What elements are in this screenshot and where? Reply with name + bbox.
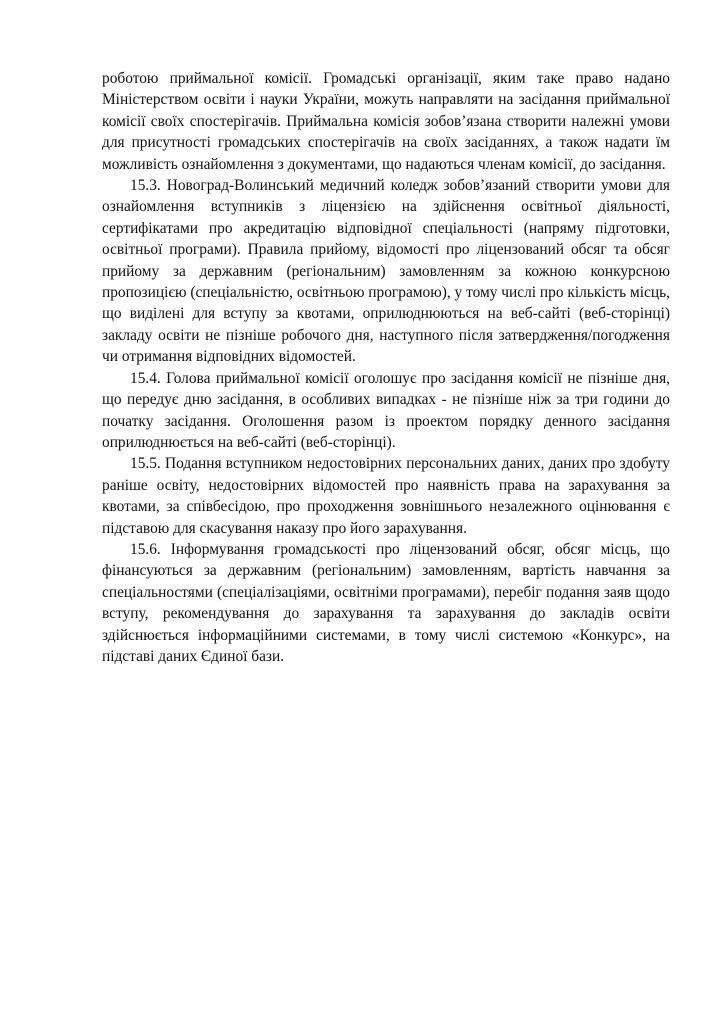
paragraph-15-3: 15.3. Новоград-Волинський медичний коледж зобов’язаний створити умови для ознайомлення вступників з ліцензією на здійснення освітньої діяльності, сертифікатами про акредитацію відповідної спеціальності (напряму підготовки, освітньої програми). Правила прийому, відомості про ліцензований обсяг та обсяг прийому за державним (регіональним) замовленням за кожною конкурсною пропозицією (спеціальністю, освітньою програмою), у тому числі про кількість місць, що виділені для вступу за квотами, оприлюднюються на веб-сайті (веб-сторінці) закладу освіти не пізніше робочого дня, наступного після затвердження/погодження чи отримання відповідних відомостей. <box>102 177 670 366</box>
document-page <box>102 68 670 667</box>
paragraph-15-6: 15.6. Інформування громадськості про ліцензований обсяг, обсяг місць, що фінансуються за державним (регіональним) замовленням, вартість навчання за спеціальностями (спеціалізаціями, освітніми програмами), перебіг подання заяв щодо вступу, рекомендування до зарахування та зарахування до закладів освіти здійснюється інформаційними системами, в тому числі системою «Конкурс», на підставі даних Єдиної бази. <box>102 540 670 665</box>
paragraph-continuation: роботою приймальної комісії. Громадські організації, яким таке право надано Міністерством освіти і науки України, можуть направляти на засідання приймальної комісії своїх спостерігачів. Приймальна комісія зобов’язана створити належні умови для присутності громадських спостерігачів на своїх засіданнях, а також надати їм можливість ознайомлення з документами, що надаються членам комісії, до засідання. <box>102 70 670 173</box>
paragraph-15-5: 15.5. Подання вступником недостовірних персональних даних, даних про здобуту раніше освіту, недостовірних відомостей про наявність права на зарахування за квотами, за співбесідою, про проходження зовнішнього незалежного оцінювання є підставою для скасування наказу про його зарахування. <box>102 455 670 537</box>
paragraph-15-4: 15.4. Голова приймальної комісії оголошує про засідання комісії не пізніше дня, що передує дню засідання, в особливих випадках - не пізніше ніж за три години до початку засідання. Оголошення разом із проектом порядку денного засідання оприлюднюється на веб-сайті (веб-сторінці). <box>102 369 670 451</box>
